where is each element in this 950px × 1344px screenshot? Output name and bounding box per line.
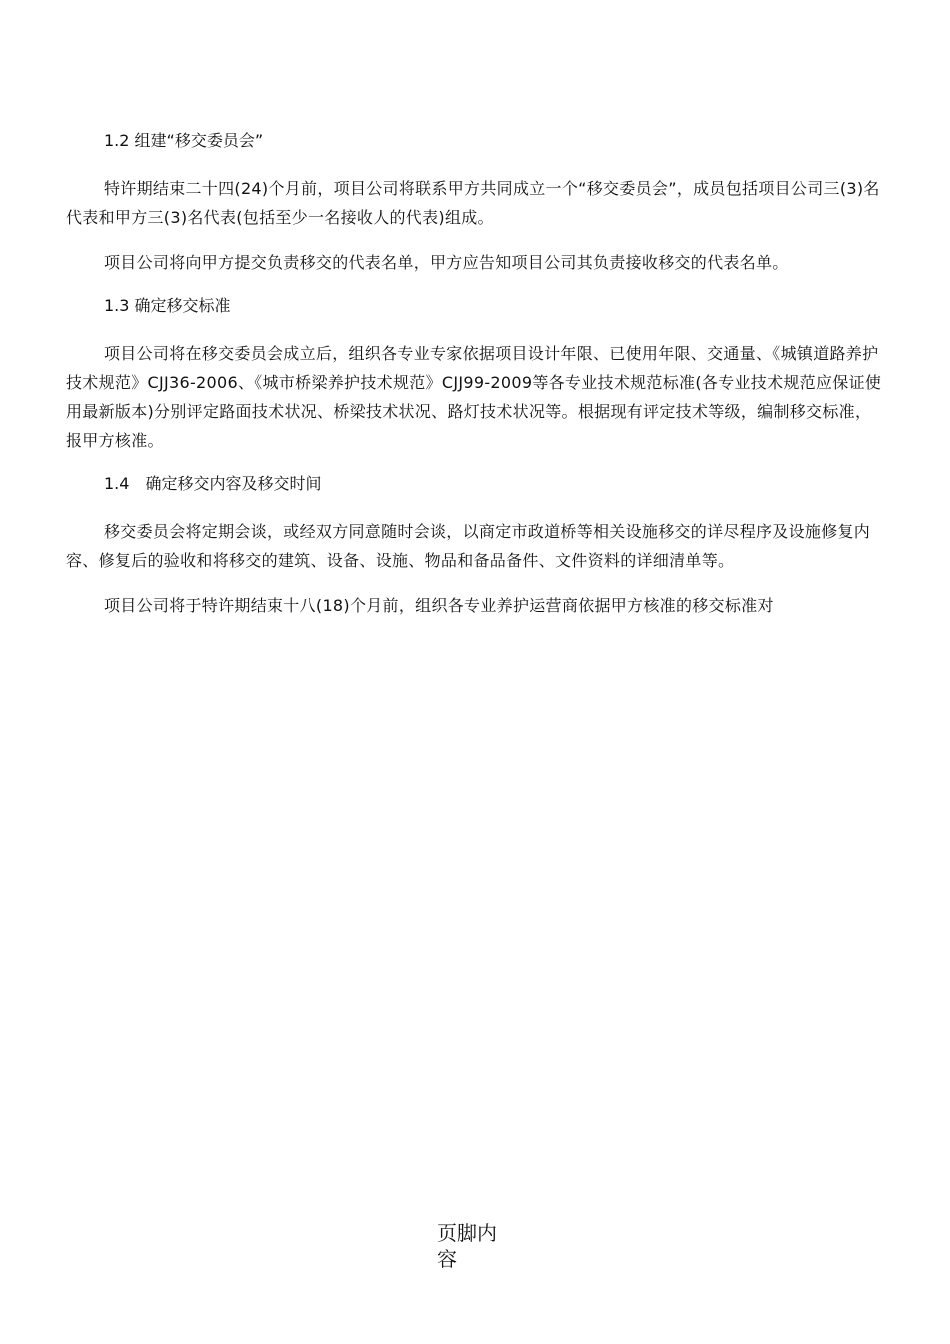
section-heading-1-4: 1.4 确定移交内容及移交时间 — [104, 474, 322, 493]
paragraph-committee-formation: 特许期结束二十四(24)个月前，项目公司将联系甲方共同成立一个“移交委员会”，成员包括项目公司三(3)名代表和甲方三(3)名代表(包括至少一名接收人的代表)组成。 — [66, 179, 880, 227]
page-footer: 页脚内容 — [437, 1221, 497, 1271]
section-heading-1-3: 1.3 确定移交标准 — [104, 296, 231, 315]
paragraph-representative-list: 项目公司将向甲方提交负责移交的代表名单，甲方应告知项目公司其负责接收移交的代表名单。 — [104, 253, 789, 272]
paragraph-transfer-content: 移交委员会将定期会谈，或经双方同意随时会谈，以商定市政道桥等相关设施移交的详尽程序及设施修复内容、修复后的验收和将移交的建筑、设备、设施、物品和备品备件、文件资料的详细清单等。 — [66, 522, 871, 570]
paragraph-transfer-timing: 项目公司将于特许期结束十八(18)个月前，组织各专业养护运营商依据甲方核准的移交标准对 — [104, 596, 774, 615]
paragraph-transfer-standards: 项目公司将在移交委员会成立后，组织各专业专家依据项目设计年限、已使用年限、交通量、《城镇道路养护技术规范》CJJ36-2006、《城市桥梁养护技术规范》CJJ99-2009等各专业技术规范标准(各专业技术规范应保证使用最新版本)分别评定路面技术状况、桥梁技术状况、路灯技术状况等。根据现有评定技术等级，编制移交标准，报甲方核准。 — [66, 344, 882, 450]
document-body — [66, 128, 886, 620]
section-heading-1-2: 1.2 组建“移交委员会” — [104, 131, 264, 150]
